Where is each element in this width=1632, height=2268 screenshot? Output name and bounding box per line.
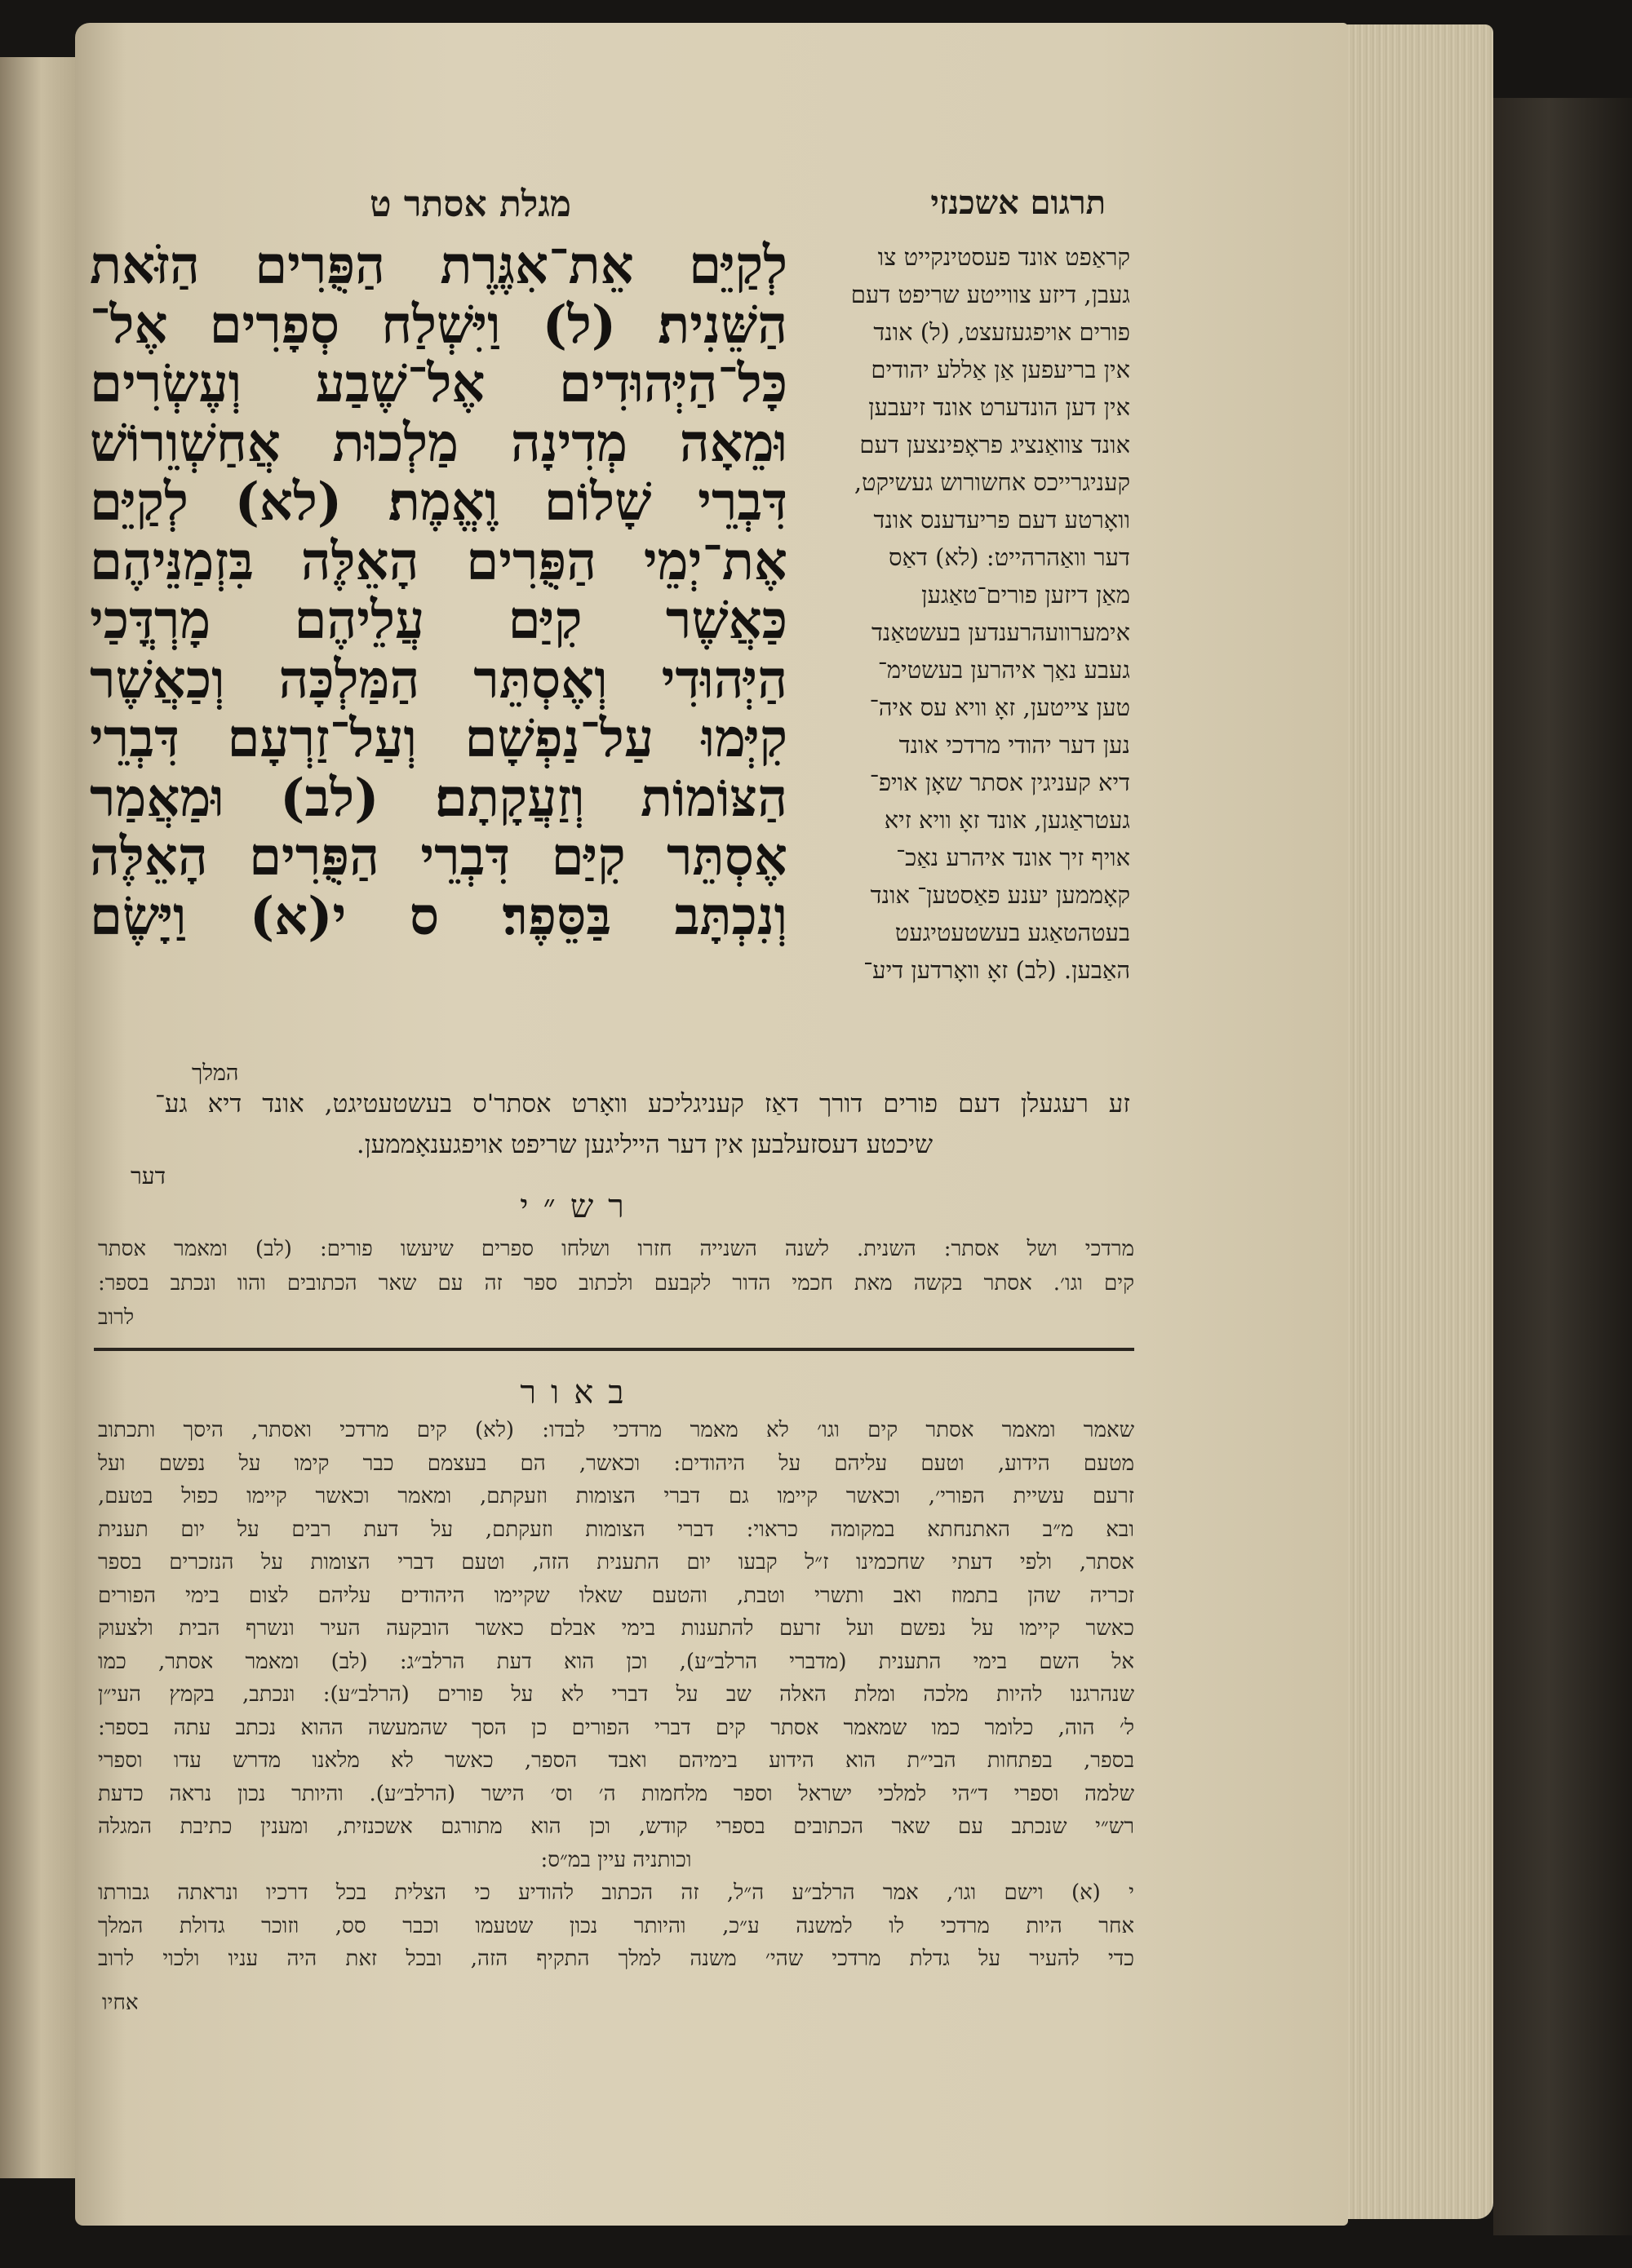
rashi-heading: רש״י xyxy=(520,1188,639,1225)
hebrew-line: וְנִכְתָּב בַּסֵּפֶר׃ ס י(א) וַיָּשֶׂם xyxy=(90,887,787,946)
rashi-commentary xyxy=(98,1232,1134,1335)
biur-line: זרעם עשיית הפורי׳, וכאשר קיימו גם דברי הצומות וזעקתם, ומאמר וכאשר קיימו כפול בטעם, xyxy=(98,1484,1134,1508)
catchword-main: המלך xyxy=(192,1061,239,1086)
catchword-bottom: אחיו xyxy=(102,1991,139,2015)
left-page-edge xyxy=(0,57,75,2178)
section-divider xyxy=(94,1348,1134,1351)
translation-line: פורים אויפגעזעצט, (ל) אונד xyxy=(873,318,1130,346)
rashi-line: מרדכי ושל אסתר: השנית. לשנה השנייה חזרו ושלחו ספרים שיעשו פורים: (לב) ומאמר אסתר xyxy=(98,1237,1134,1261)
translation-line: האַבען. (לב) זאָ וואָרדען דיע־ xyxy=(863,956,1130,984)
hebrew-line: קִיְּמוּ עַל־נַפְשָׁם וְעַל־זַרְעָם דִּבְרֵי xyxy=(90,710,787,769)
translation-line: בעטהטאַגע בעשטעטיגעט xyxy=(894,919,1130,946)
translation-line: מאַן דיזען פורים־טאַגען xyxy=(921,581,1130,609)
translation-line: קעניגרייכס אחשורוש געשיקט, xyxy=(854,468,1130,496)
biur-line: אחר היות מרדכי לו למשנה ע״כ, והיותר נכון שטעמו וכבר סס, וזוכר גדולת המלך xyxy=(98,1913,1134,1938)
rashi-line: לרוב xyxy=(98,1305,135,1330)
translation-line: אין בריעפען אַן אַללע יהודים xyxy=(871,356,1130,383)
book-cover xyxy=(1493,98,1632,2235)
translation-line: נען דער יהודי מרדכי אונד xyxy=(898,731,1130,759)
translation-line: געבע נאַך איהרען בעשטימ־ xyxy=(877,656,1130,684)
hebrew-line: הַיְּהוּדִי וְאֶסְתֵּר הַמַּלְכָּה וְכַאֲשֶׁר xyxy=(90,650,787,710)
rashi-line: קים וגו׳. אסתר בקשה מאת חכמי הדור לקבעם ולכתוב ספר זה עם שאר הכתובים והוו ונכתב בספר: xyxy=(98,1271,1134,1296)
translation-line: דער וואַהרהייט: (לא) דאַס xyxy=(888,543,1130,571)
translation-line: אימערוועהרענדען בעשטאַנד xyxy=(871,618,1130,646)
hebrew-line: כָּל־הַיְּהוּדִים אֶל־שֶׁבַע וְעֶשְׂרִים xyxy=(90,355,787,414)
translation-line: אויף זיך אונד איהרע נאַכ־ xyxy=(896,844,1130,871)
translation-line: טען צייטען, זאָ וויא עס איה־ xyxy=(869,693,1130,721)
hebrew-line: כַּאֲשֶׁר קִיַּם עֲלֵיהֶם מָרְדֳּכַי xyxy=(90,591,787,651)
biur-line: י (א) וישם וגו׳, אמר הרלב״ע ה״ל, זה הכתוב להודיע כי הצלית בכל דרכיו ונראתה גבורתו xyxy=(98,1880,1134,1905)
hebrew-line: דִּבְרֵי שָׁלוֹם וֶאֱמֶת׃ (לא) לְקַיֵּם xyxy=(90,473,787,533)
translation-line: געטראַגען, אונד זאָ וויא זיא xyxy=(884,806,1130,834)
hebrew-line: הַצּוֹמוֹת וְזַעֲקָתָם׃ (לב) וּמַאֲמַר xyxy=(90,769,787,828)
translation-line: קאָממען יענע פאַסטען־ אונד xyxy=(870,881,1130,909)
hebrew-line: אֶת־יְמֵי הַפֻּרִים הָאֵלֶּה בִּזְמַנֵּיהֶם xyxy=(90,532,787,591)
translation-line: דיא קעניגין אסתר שאָן אויפ־ xyxy=(869,769,1130,796)
biur-line: שנהרגנו להיות מלכה ומלת האלה שב על דברי לא על פורים (הרלב״ע): ונכתב, בקמץ העי״ן xyxy=(98,1682,1134,1707)
biur-line: רש״י שנכתב עם שאר הכתובים בספרי קודש, וכן הוא מתורגם אשכנזית, ומענין כתיבת המגלה xyxy=(98,1814,1134,1839)
hebrew-line: הַשֵּׁנִית׃ (ל) וַיִּשְׁלַח סְפָרִים אֶל־ xyxy=(90,295,787,355)
translation-line: אונד צוואַנציג פראָפינצען דעם xyxy=(859,431,1130,458)
hebrew-line: אֶסְתֵּר קִיַּם דִּבְרֵי הַפֻּרִים הָאֵלֶּה xyxy=(90,828,787,888)
biur-line: שלמה וספרי ד״הי למלכי ישראל וספר מלחמות ה׳ וס׳ הישר (הרלב״ע). והיותר נכון נראה כדעת xyxy=(98,1781,1134,1806)
catchword-translation: דער xyxy=(131,1163,166,1189)
biur-line: וכותניה עיין במ״ס: xyxy=(540,1847,692,1872)
hebrew-line: לְקַיֵּם אֵת־אִגֶּרֶת הַפֻּרִים הַזֹּאת xyxy=(90,237,787,296)
translation-line: קראַפט אונד פעסטינקייט צו xyxy=(877,243,1130,271)
biur-line: בספר, בפתחות הבי״ת הוא הידוע בימיהם ואבד הספר, כאשר לא מלאנו מדרש עדו וספרי xyxy=(98,1748,1134,1773)
hebrew-text-column xyxy=(90,237,787,946)
translation-line: אין דען הונדערט אונד זיעבען xyxy=(868,393,1130,421)
biur-line: מטעם הידוע, וטעם עליהם על היהודים: וכאשר, הם בעצמם כבר קימו על נפשם ועל xyxy=(98,1451,1134,1476)
biur-heading: באור xyxy=(520,1374,639,1411)
biur-line: זכריה שהן בתמוז ואב ותשרי וטבת, והטעם שאלו שקיימו היהודים עליהם לצום בימי הפורים xyxy=(98,1583,1134,1608)
biur-line: שאמר ומאמר אסתר קים וגו׳ לא מאמר מרדכי לבדו: (לא) קים מרדכי ואסתר, היסך ותכתוב xyxy=(98,1418,1134,1442)
hebrew-line: וּמֵאָה מְדִינָה מַלְכוּת אֲחַשְׁוֵרוֹשׁ xyxy=(90,414,787,473)
biur-line: כאשר קיימו על נפשם ועל זרעם להתענות בימי אבלם כאשר הובקעה העיר ונשרף הבית ולצעוק xyxy=(98,1616,1134,1641)
biur-line: כדי להעיר על גדלת מרדכי שהי׳ משנה למלך התקיף הזה, ובכל זאת היה עניו ולכוי לרוב xyxy=(98,1947,1134,1971)
biur-line: ל׳ הוה, כלומר כמו שמאמר אסתר קים דברי הפורים כן הסך שהמעשה ההוא נכתב עתה בספר: xyxy=(98,1715,1134,1740)
running-header-translation: תרגום אשכנזי xyxy=(930,184,1106,222)
biur-commentary xyxy=(98,1414,1134,1976)
translation-continuation: זע רעגעלן דעם פורים דורך דאַז קעניגליכע וואָרט אסתר'ס בעשטעטיגט, אונד דיא גע־ xyxy=(155,1089,1130,1118)
translation-line: געבן, דיזע צווייטע שריפט דעם xyxy=(850,281,1130,308)
running-header-megillah: מגלת אסתר ט xyxy=(370,184,571,225)
translation-continuation: שיכטע דעסזעלבען אין דער הייליגען שריפט אויפגענאָממען. xyxy=(356,1130,934,1159)
biur-line: אסתר, ולפי דעתי שחכמינו ז״ל קבעו יום התענית הזה, וטעם דברי הצומות על הנזכרים בספר xyxy=(98,1550,1134,1575)
translation-line: וואָרטע דעם פריעדענס אונד xyxy=(873,506,1130,534)
translation-column xyxy=(779,238,1130,989)
biur-line: ובא מ״ב האתנחתא במקומה כראוי: דברי הצומות וזעקתם, על דעת רבים על יום תענית xyxy=(98,1517,1134,1542)
biur-line: אל השם בימי התענית (מדברי הרלב״ע), וכן הוא דעת הרלב״ג: (לב) ומאמר אסתר, כמו xyxy=(98,1649,1134,1674)
